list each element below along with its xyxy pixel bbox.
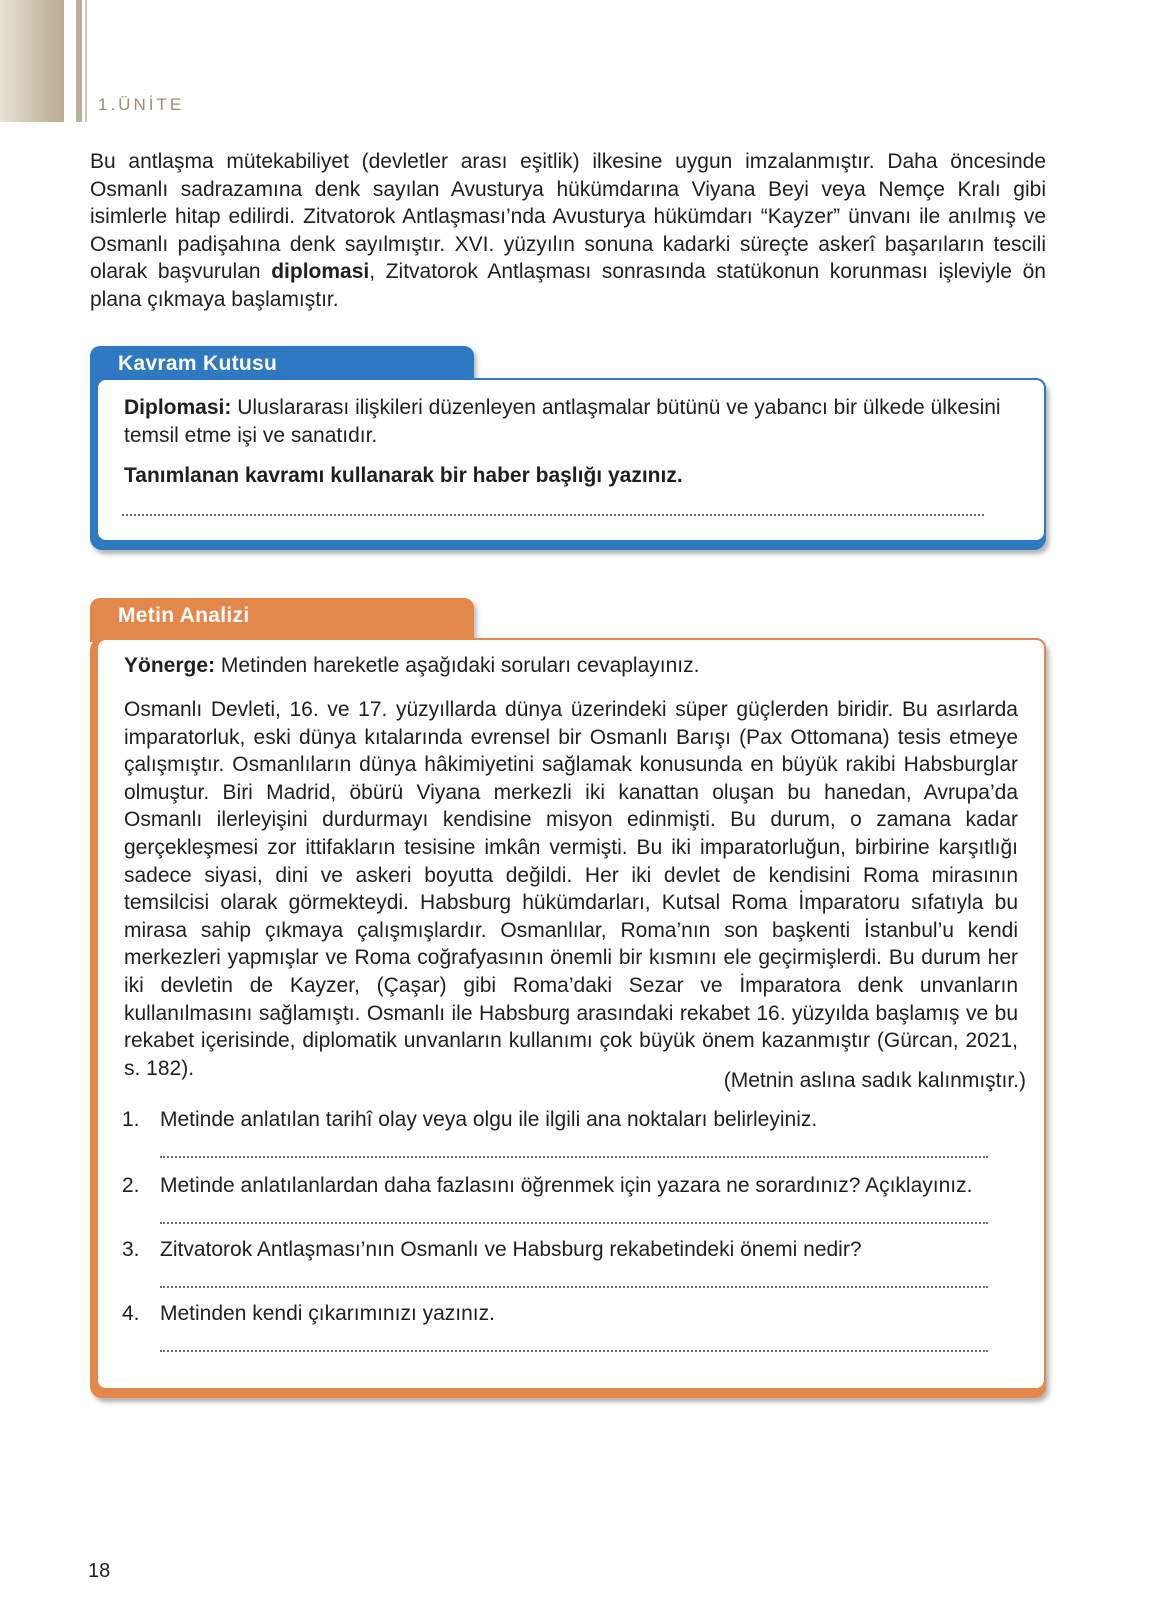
metin-analizi-box	[90, 638, 1046, 1398]
answer-line[interactable]	[160, 1156, 988, 1158]
header-rule-thin	[85, 0, 87, 122]
intro-text-2: , Zitvatorok Antlaşması sonrasında statükonun korunması işleviyle ön plana çıkmaya başlamıştır.	[90, 260, 1046, 311]
instruction-text: Metinden hareketle aşağıdaki soruları cevaplayınız.	[215, 654, 700, 677]
kavram-kutusu-content	[96, 378, 1046, 542]
metin-analizi-content	[96, 638, 1046, 1390]
passage: Osmanlı Devleti, 16. ve 17. yüzyıllarda dünya üzerindeki süper güçlerden biridir. Bu asırlarda imparatorluk, eski dünya kıtalarında evrensel bir Osmanlı Barışı (Pax Ottomana) tesis etmeye çalışmıştır. Osmanlıların dünya hâkimiyetini sağlamak konusunda en büyük rakibi Habsburglar olmuştur. Biri Madrid, öbürü Viyana merkezli iki kanattan oluşan bu hanedan, Avrupa’da Osmanlı ilerleyişini durdurmayı kendisine misyon edinmişti. Bu durum, o zamana kadar gerçekleşmesi zor ittifakların tesisine imkân vermişti. Bu iki imparatorluğun, birbirine karşıtlığı sadece siyasi, dini ve askeri boyutta değildi. Her iki devlet de kendisini Roma mirasının temsilcisi olarak görmekteydi. Habsburg hükümdarları, Kutsal Roma İmparatoru sıfatıyla bu mirasa sahip çıkmaya çalışmışlardır. Osmanlılar, Roma’nın son başkenti İstanbul’u kendi merkezleri yapmışlar ve Roma coğrafyasının önemli bir kısmını ele geçirmişlerdi. Bu durum her iki devletin de Kayzer, (Çaşar) gibi Roma’daki Sezar ve İmparatora denk unvanların kullanılmasını sağlamıştı. Osmanlı ile Habsburg arasındaki rekabet 16. yüzyılda başlamış ve bu rekabet içerisinde, diplomatik unvanların kullanımı çok büyük önem kazanmıştır (Gürcan, 2021, s. 182).	[124, 698, 1018, 1080]
question-text: Zitvatorok Antlaşması’nın Osmanlı ve Habsburg rekabetindeki önemi nedir?	[160, 1238, 862, 1261]
answer-line[interactable]	[160, 1286, 988, 1288]
answer-line[interactable]	[160, 1222, 988, 1224]
kavram-kutusu-title: Kavram Kutusu	[118, 352, 278, 375]
question-text: Metinden kendi çıkarımınızı yazınız.	[160, 1302, 495, 1325]
instruction	[124, 652, 1018, 680]
metin-analizi-tab	[90, 598, 474, 642]
definition-term: Diplomasi:	[124, 396, 232, 419]
question-text: Metinde anlatılan tarihî olay veya olgu ile ilgili ana noktaları belirleyiniz.	[160, 1108, 818, 1131]
page-number: 18	[88, 1560, 111, 1582]
question-number: 1.	[122, 1108, 140, 1131]
question-number: 2.	[122, 1174, 140, 1197]
answer-line[interactable]	[160, 1350, 988, 1352]
answer-line[interactable]	[122, 514, 984, 516]
kavram-kutusu-box	[90, 378, 1046, 550]
header-rule	[76, 0, 82, 122]
intro-paragraph	[90, 148, 1046, 313]
task-prompt: Tanımlanan kavramı kullanarak bir haber başlığı yazınız.	[124, 464, 683, 487]
question-number: 3.	[122, 1238, 140, 1261]
intro-bold-term: diplomasi	[271, 260, 370, 283]
intro-text-1: Bu antlaşma mütekabiliyet (devletler arası eşitlik) ilkesine uygun imzalanmıştır. Daha öncesinde Osmanlı sadrazamına denk sayılan Avusturya hükümdarına Viyana Beyi veya Nemçe Kralı gibi isimlerle hitap edilirdi. Zitvatorok Antlaşması’nda Avusturya hükümdarı “Kayzer” ünvanı ile anılmış ve Osmanlı padişahına denk sayılmıştır. XVI. yüzyılın sonuna kadarki süreçte askerî başarıların tescili olarak başvurulan	[90, 150, 1046, 283]
metin-analizi-title: Metin Analizi	[118, 604, 250, 627]
question-text: Metinde anlatılanlardan daha fazlasını öğrenmek için yazara ne sorardınız? Açıklayınız.	[160, 1174, 973, 1197]
instruction-label: Yönerge:	[124, 654, 216, 677]
definition-text: Uluslararası ilişkileri düzenleyen antlaşmalar bütünü ve yabancı bir ülkede ülkesini temsil etme işi ve sanatıdır.	[124, 396, 1001, 447]
source-note: (Metnin aslına sadık kalınmıştır.)	[723, 1069, 1026, 1092]
unit-label: 1.ÜNİTE	[98, 95, 185, 114]
definition	[124, 394, 1018, 450]
corner-decoration	[0, 0, 64, 122]
question-number: 4.	[122, 1302, 140, 1325]
